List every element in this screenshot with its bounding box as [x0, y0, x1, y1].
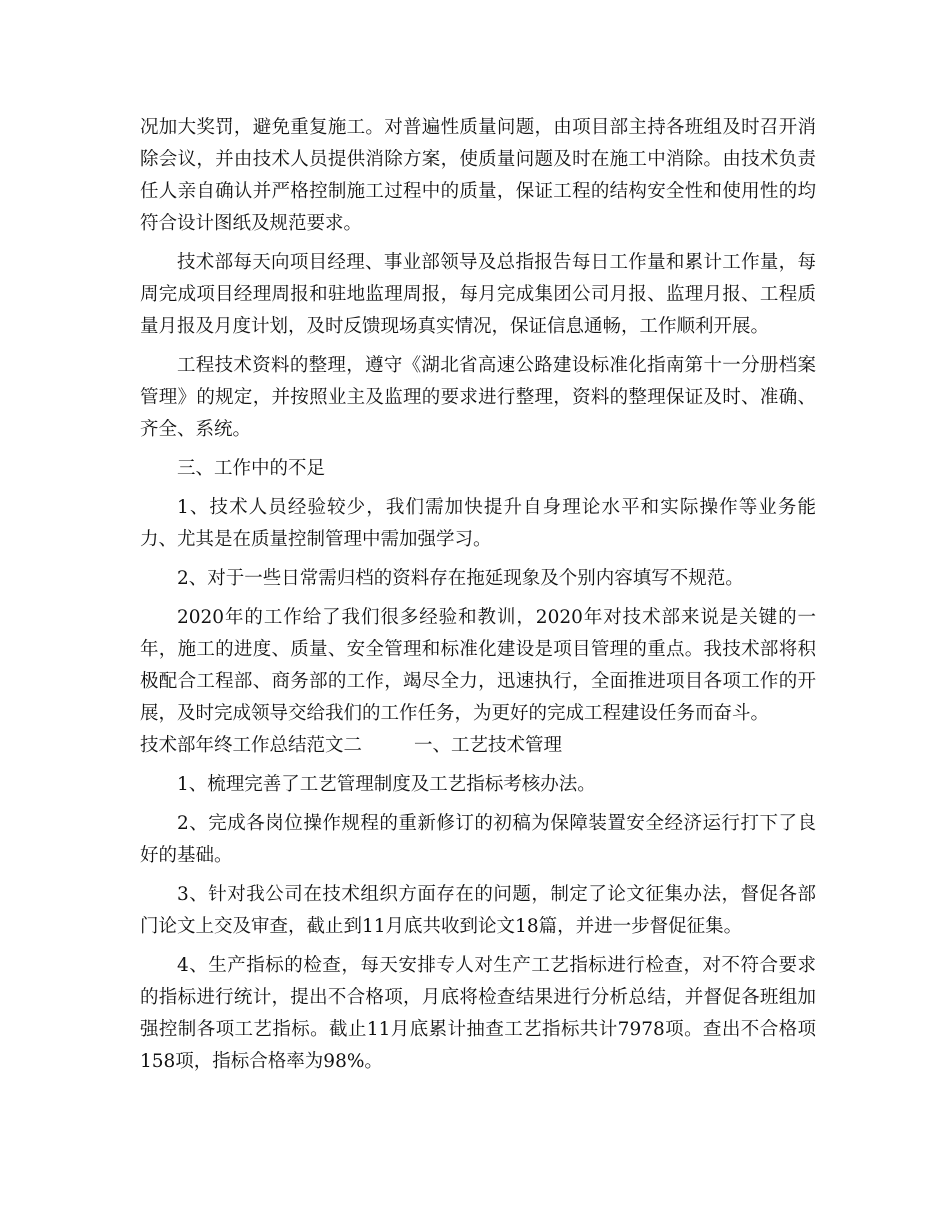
section-subtitle: 一、工艺技术管理	[414, 735, 563, 756]
paragraph: 2、完成各岗位操作规程的重新修订的初稿为保障装置安全经济运行打下了良好的基础。	[140, 813, 816, 866]
section-title-line	[140, 730, 816, 762]
section-title: 技术部年终工作总结范文二	[140, 735, 363, 756]
document-body	[140, 112, 816, 1085]
paragraph: 技术部每天向项目经理、事业部领导及总指报告每日工作量和累计工作量，每周完成项目经理周报和驻地监理周报，每月完成集团公司月报、监理月报、工程质量月报及月度计划，及时反馈现场真实情况，保证信息通畅，工作顺利开展。	[140, 252, 816, 337]
section-heading-shortcomings: 三、工作中的不足	[177, 458, 326, 479]
paragraph: 3、针对我公司在技术组织方面存在的问题，制定了论文征集办法，督促各部门论文上交及审查，截止到11月底共收到论文18篇，并进一步督促征集。	[140, 884, 816, 937]
paragraph: 1、技术人员经验较少，我们需加快提升自身理论水平和实际操作等业务能力、尤其是在质量控制管理中需加强学习。	[140, 497, 816, 550]
paragraph: 1、梳理完善了工艺管理制度及工艺指标考核办法。	[177, 774, 596, 795]
paragraph: 工程技术资料的整理，遵守《湖北省高速公路建设标准化指南第十一分册档案管理》的规定，并按照业主及监理的要求进行整理，资料的整理保证及时、准确、齐全、系统。	[140, 355, 816, 440]
paragraph: 2、对于一些日常需归档的资料存在拖延现象及个别内容填写不规范。	[177, 568, 744, 589]
paragraph: 2020年的工作给了我们很多经验和教训，2020年对技术部来说是关键的一年，施工的进度、质量、安全管理和标准化建设是项目管理的重点。我技术部将积极配合工程部、商务部的工作，竭尽全力，迅速执行，全面推进项目各项工作的开展，及时完成领导交给我们的工作任务，为更好的完成工程建设任务而奋斗。	[140, 607, 816, 724]
paragraph: 况加大奖罚，避免重复施工。对普遍性质量问题，由项目部主持各班组及时召开消除会议，并由技术人员提供消除方案，使质量问题及时在施工中消除。由技术负责任人亲自确认并严格控制施工过程中的质量，保证工程的结构安全性和使用性的均符合设计图纸及规范要求。	[140, 117, 816, 234]
paragraph: 4、生产指标的检查，每天安排专人对生产工艺指标进行检查，对不符合要求的指标进行统计，提出不合格项，月底将检查结果进行分析总结，并督促各班组加强控制各项工艺指标。截止11月底累计抽查工艺指标共计7978项。查出不合格项158项，指标合格率为98%。	[140, 955, 816, 1072]
